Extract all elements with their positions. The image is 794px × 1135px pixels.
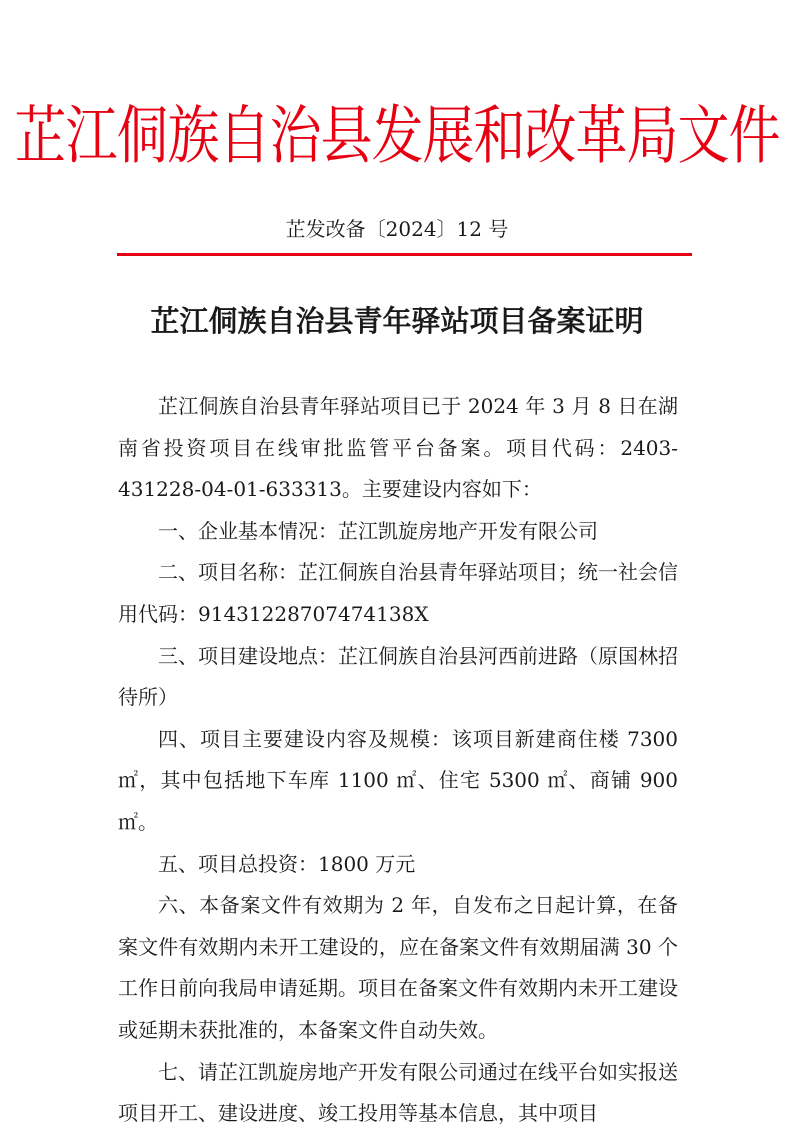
paragraph-validity-period: 六、本备案文件有效期为 2 年，自发布之日起计算，在备案文件有效期内未开工建设的，应在备案文件有效期届满 30 个工作日前向我局申请延期。项目在备案文件有效期内未开工建设或延期未获批准的，本备案文件自动失效。	[118, 893, 678, 1042]
red-divider-line	[117, 253, 692, 256]
paragraph-project-name: 二、项目名称：芷江侗族自治县青年驿站项目；统一社会信用代码：91431228707474138X	[118, 560, 678, 626]
document-title: 芷江侗族自治县青年驿站项目备案证明	[150, 304, 644, 338]
organization-header-title: 芷江侗族自治县发展和改革局文件	[14, 100, 780, 174]
paragraph-intro: 芷江侗族自治县青年驿站项目已于 2024 年 3 月 8 日在湖南省投资项目在线审批监管平台备案。项目代码：2403-431228-04-01-633313。主要建设内容如下：	[118, 394, 678, 502]
document-number: 芷发改备〔2024〕12 号	[285, 217, 509, 241]
paragraph-enterprise-info: 一、企业基本情况：芷江凯旋房地产开发有限公司	[158, 518, 598, 543]
paragraph-project-location: 三、项目建设地点：芷江侗族自治县河西前进路（原国林招待所）	[118, 643, 678, 710]
paragraph-construction-scale: 四、项目主要建设内容及规模：该项目新建商住楼 7300 ㎡，其中包括地下车库 1100 ㎡、住宅 5300 ㎡、商铺 900 ㎡。	[118, 726, 678, 834]
paragraph-reporting-requirement: 七、请芷江凯旋房地产开发有限公司通过在线平台如实报送项目开工、建设进度、竣工投用等基本信息，其中项目	[118, 1059, 678, 1126]
paragraph-total-investment: 五、项目总投资：1800 万元	[158, 851, 416, 876]
document-body	[118, 386, 678, 1135]
